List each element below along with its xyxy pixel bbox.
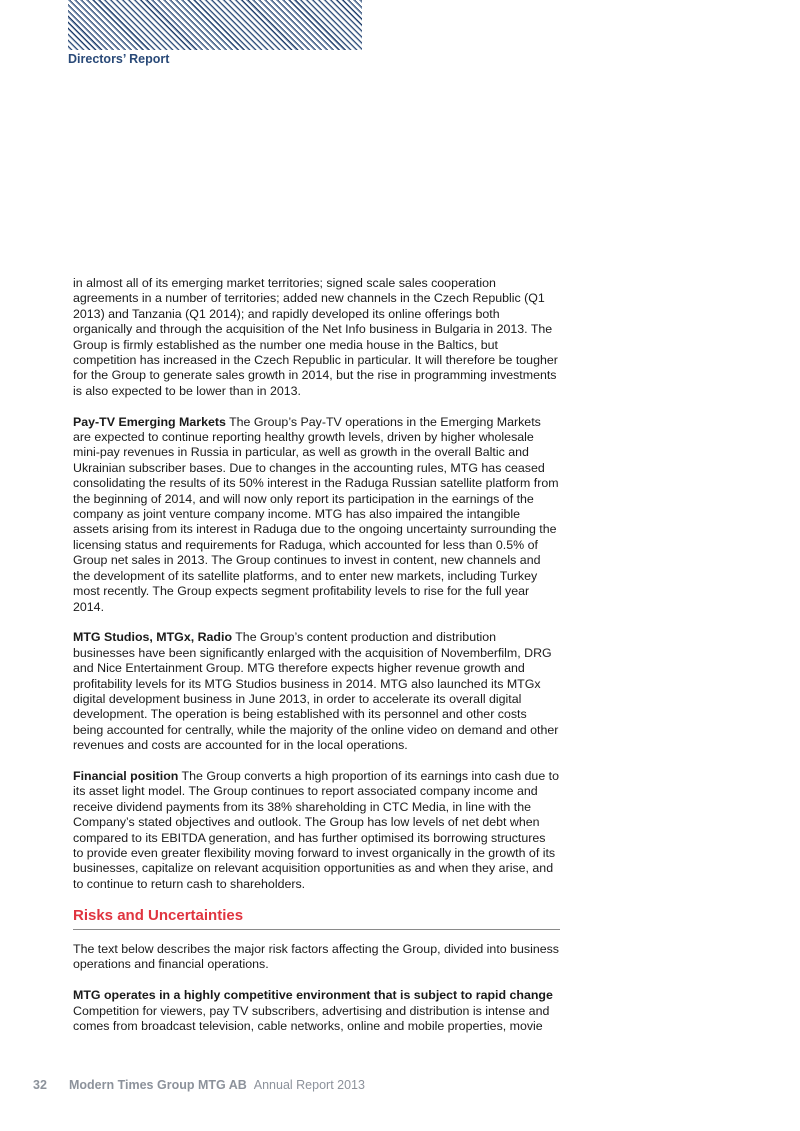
risk-item-title: MTG operates in a highly competitive environment that is subject to rapid change [73,988,553,1003]
paragraph-mtg-studios [73,630,559,753]
footer-company: Modern Times Group MTG AB [69,1078,247,1092]
hatched-header-banner [68,0,362,50]
paragraph-lead: Financial position [73,768,179,783]
footer-publication: Annual Report 2013 [253,1078,365,1092]
section-label: Directors’ Report [68,52,170,66]
risks-heading: Risks and Uncertainties [73,908,560,930]
paragraph-lead: Pay-TV Emerging Markets [73,414,226,429]
report-body [73,276,559,1050]
paragraph-text: The Group converts a high proportion of its earnings into cash due to its asset light model. The Group continues to report associated company income and receive dividend payments from its 38% shareholding in CTC Media, in line with the Company’s stated objectives and outlook. The Group has low levels of net debt when compared to its EBITDA generation, and has further optimised its borrowing structures to provide even greater flexibility moving forward to invest organically in the growth of its businesses, capitalize on relevant acquisition opportunities as and when they arise, and to continue to return cash to shareholders. [73,768,559,891]
paragraph-outlook-continued [73,276,559,399]
page-number: 32 [33,1078,47,1092]
paragraph-text: The Group’s content production and distribution businesses have been significantly enlarged with the acquisition of Novemberfilm, DRG and Nice Entertainment Group. MTG therefore expects higher revenue growth and profitability levels for its MTG Studios business in 2014. MTG also launched its MTGx digital development business in June 2013, in order to accelerate its overall digital development. The operation is being established with its personnel and other costs being accounted for centrally, while the majority of the online video on demand and other revenues and costs are accounted for in the local operations. [73,630,559,753]
paragraph-text: in almost all of its emerging market territories; signed scale sales cooperation agreements in a number of territories; added new channels in the Czech Republic (Q1 2013) and Tanzania (Q1 2014); and rapidly developed its online offerings both organically and through the acquisition of the Net Info business in Bulgaria in 2013. The Group is firmly established as the number one media house in the Baltics, but competition has increased in the Czech Republic in particular. It will therefore be tougher for the Group to generate sales growth in 2014, but the rise in programming investments is also expected to be lower than in 2013. [73,276,558,398]
risks-intro: The text below describes the major risk factors affecting the Group, divided into business operations and financial operations. [73,942,560,972]
paragraph-text: The Group’s Pay-TV operations in the Emerging Markets are expected to continue reporting healthy growth levels, driven by higher wholesale mini-pay revenues in Russia in particular, as well as growth in the overall Baltic and Ukrainian subscriber bases. Due to changes in the accounting rules, MTG has ceased consolidating the results of its 50% interest in the Raduga Russian satellite platform from the beginning of 2014, and will now only report its participation in the earnings of the company as joint venture company income. MTG has also impaired the intangible assets arising from its interest in Raduga due to the ongoing uncertainty surrounding the licensing status and requirements for Raduga, which accounted for less than 0.5% of Group net sales in 2013. The Group continues to invest in content, new channels and the development of its satellite platforms, and to enter new markets, including Turkey most recently. The Group expects segment profitability levels to rise for the full year 2014. [73,414,559,614]
paragraph-financial-position [73,769,559,892]
risk-item [73,988,559,1034]
page-footer [33,1078,365,1092]
paragraph-lead: MTG Studios, MTGx, Radio [73,630,233,645]
risk-item-text: Competition for viewers, pay TV subscribers, advertising and distribution is intense and comes from broadcast television, cable networks, online and mobile properties, movie [73,1003,550,1034]
paragraph-pay-tv-emerging-markets [73,415,559,615]
